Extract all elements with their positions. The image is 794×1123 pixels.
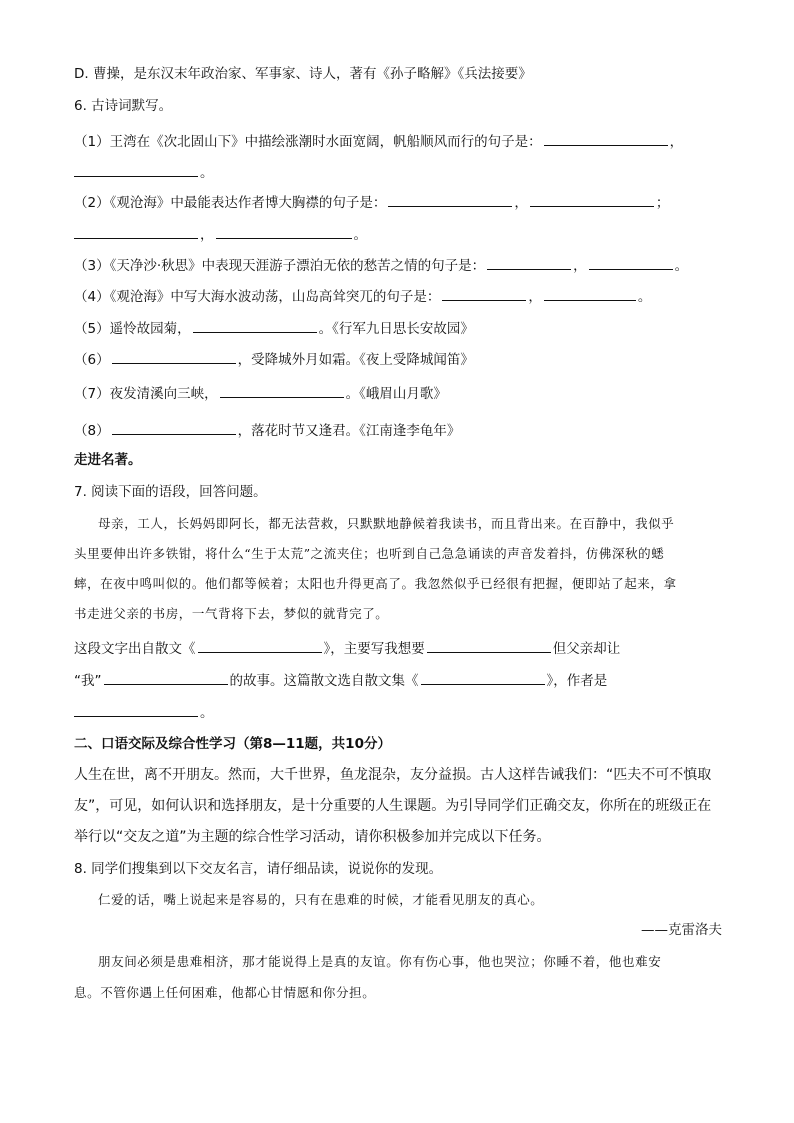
q6-item-3: （3）《天净沙·秋思》中表现天涯游子漂泊无依的愁苦之情的句子是： ， 。 <box>74 255 688 276</box>
q6-item-4: （4）《观沧海》中写大海水波动荡，山岛高耸突兀的句子是： ， 。 <box>74 286 651 307</box>
intro-line: 友”，可见，如何认识和选择朋友，是十分重要的人生课题。为引导同学们正确交友，你所在的班级正在 <box>74 798 712 814</box>
q6-item-1: （1）王湾在《次北固山下》中描绘涨潮时水面宽阔，帆船顺风而行的句子是： ， <box>74 131 683 152</box>
q8-quote-1-author: ——克雷洛夫 <box>641 922 722 938</box>
intro-line: 举行以“交友之道”为主题的综合性学习活动，请你积极参加并完成以下任务。 <box>74 829 551 845</box>
section-mingzhu-heading: 走进名著。 <box>74 452 142 468</box>
q7-passage-line: 母亲，工人，长妈妈即阿长，都无法营救，只默默地静候着我读书，而且背出来。在百静中，我似乎 <box>98 516 675 531</box>
answer-blank[interactable] <box>74 162 198 177</box>
q8-quote-1: 仁爱的话，嘴上说起来是容易的，只有在患难的时候，才能看见朋友的真心。 <box>98 892 544 907</box>
section-2-heading: 二、口语交际及综合性学习（第8—11题，共10分） <box>74 736 391 752</box>
q7-answer-line-3: 。 <box>74 702 214 723</box>
answer-blank[interactable] <box>589 255 673 270</box>
answer-blank[interactable] <box>544 131 668 146</box>
q6-item-2: （2）《观沧海》中最能表达作者博大胸襟的句子是： ， ； <box>74 192 669 213</box>
answer-blank[interactable] <box>544 286 636 301</box>
answer-blank[interactable] <box>442 286 526 301</box>
q5-option-d: D. 曹操，是东汉末年政治家、军事家、诗人，著有《孙子略解》《兵法接要》 <box>74 66 532 82</box>
answer-blank[interactable] <box>427 638 551 653</box>
q6-title: 6. 古诗词默写。 <box>74 98 173 114</box>
q6-item-5: （5）遥怜故园菊， 。《行军九日思长安故园》 <box>74 318 474 339</box>
q7-passage-line: 书走进父亲的书房，一气背将下去，梦似的就背完了。 <box>74 606 389 621</box>
q6-item-1-cont: 。 <box>74 162 214 183</box>
answer-blank[interactable] <box>530 192 654 207</box>
q7-passage-line: 蟀，在夜中鸣叫似的。他们都等候着；太阳也升得更高了。我忽然似乎已经很有把握，便即站了起来，拿 <box>74 576 677 591</box>
q7-answer-line-2: “我” 的故事。这篇散文选自散文集《 》，作者是 <box>74 670 607 691</box>
answer-blank[interactable] <box>112 420 236 435</box>
intro-line: 人生在世，离不开朋友。然而，大千世界，鱼龙混杂，友分益损。古人这样告诫我们：“匹夫不可不慎取 <box>74 767 712 783</box>
answer-blank[interactable] <box>198 638 322 653</box>
q7-answer-line-1: 这段文字出自散文《 》，主要写我想要 但父亲却让 <box>74 638 620 659</box>
answer-blank[interactable] <box>74 702 198 717</box>
q8-quote-2-line: 朋友间必须是患难相济，那才能说得上是真的友谊。你有伤心事，他也哭泣；你睡不着，他也难安 <box>98 954 662 969</box>
q6-item-7: （7）夜发清溪向三峡， 。《峨眉山月歌》 <box>74 383 447 404</box>
answer-blank[interactable] <box>421 670 545 685</box>
q6-item-2-cont: ， 。 <box>74 224 367 245</box>
q8-quote-2-line: 息。不管你遇上任何困难，他都心甘情愿和你分担。 <box>74 985 376 1000</box>
answer-blank[interactable] <box>388 192 512 207</box>
answer-blank[interactable] <box>220 383 344 398</box>
answer-blank[interactable] <box>193 318 317 333</box>
answer-blank[interactable] <box>487 255 571 270</box>
answer-blank[interactable] <box>216 224 352 239</box>
answer-blank[interactable] <box>104 670 228 685</box>
q7-passage-line: 头里要伸出许多铁钳，将什么“生于太荒”之流夹住；也听到自己急急诵读的声音发着抖，仿佛深秋的蟋 <box>74 546 665 561</box>
q6-item-6: （6） ，受降城外月如霜。《夜上受降城闻笛》 <box>74 349 474 370</box>
answer-blank[interactable] <box>74 224 198 239</box>
q6-item-8: （8） ，落花时节又逢君。《江南逢李龟年》 <box>74 420 460 441</box>
answer-blank[interactable] <box>112 349 236 364</box>
q8-title: 8. 同学们搜集到以下交友名言，请仔细品读，说说你的发现。 <box>74 861 443 877</box>
q7-title: 7. 阅读下面的语段，回答问题。 <box>74 484 267 500</box>
